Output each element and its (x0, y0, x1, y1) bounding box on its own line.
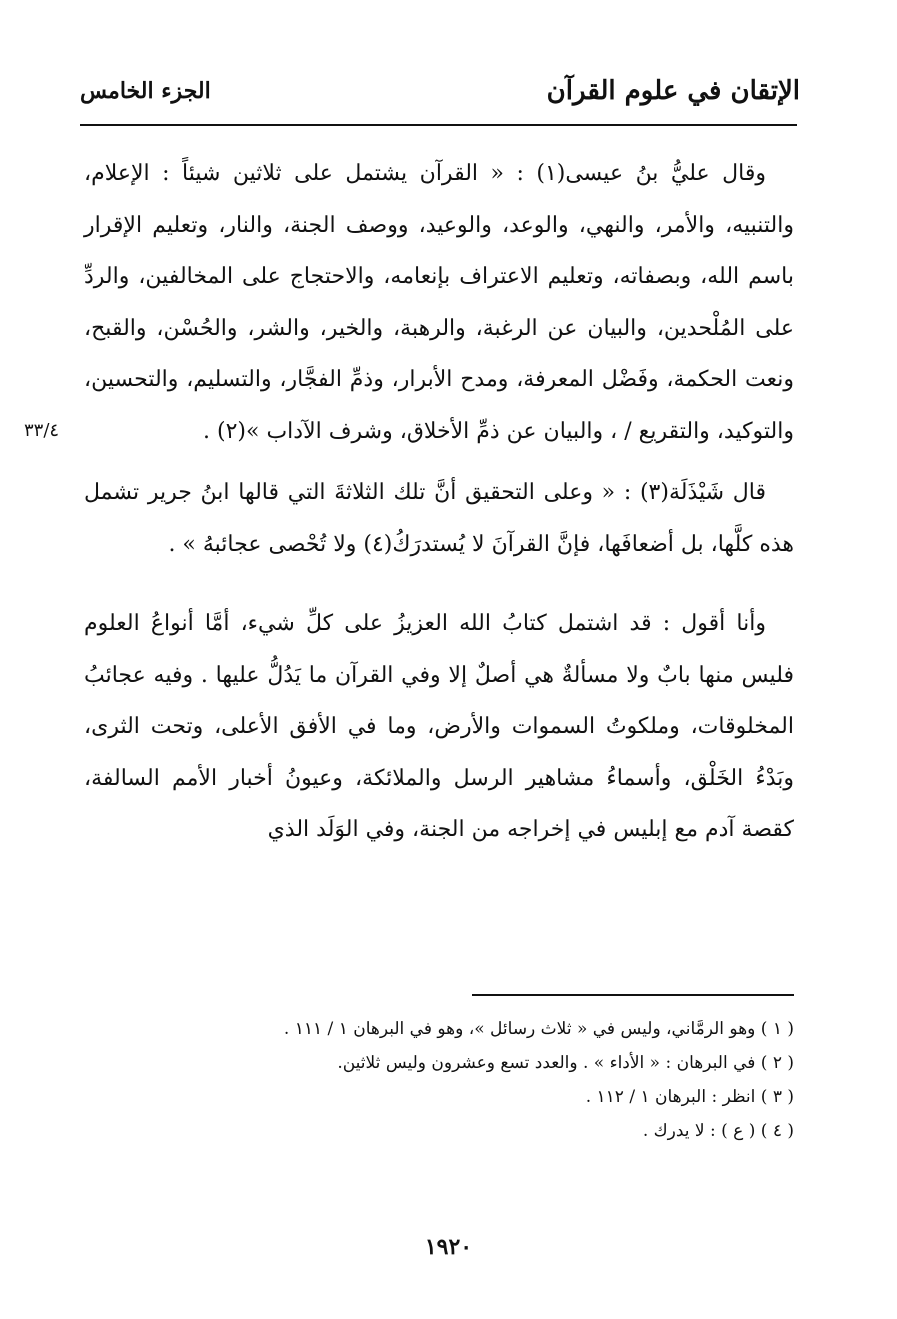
footnotes (200, 1012, 794, 1148)
header-rule (80, 124, 797, 126)
paragraph: وقال عليُّ بنُ عيسى(١) : « القرآن يشتمل على ثلاثين شيئاً : الإعلام، والتنبيه، والأمر، والنهي، والوعد، والوعيد، ووصف الجنة، والنار، وتعليم الإقرار باسم الله، وبصفاته، وتعليم الاعتراف بإنعامه، والاحتجاج على المخالفين، والردِّ على المُلْحدين، والبيان عن الرغبة، والرهبة، والخير، والشر، والحُسْن، والقبح، ونعت الحكمة، وفَضْل المعرفة، ومدح الأبرار، وذمِّ الفجَّار، والتسليم، والتحسين، والتوكيد، والتقريع / ، والبيان عن ذمِّ الأخلاق، وشرف الآداب »(٢) . (84, 161, 794, 444)
footnote: ( ٢ ) في البرهان : « الأداء » . والعدد تسع وعشرون وليس ثلاثين. (337, 1053, 794, 1073)
book-title: الإتقان في علوم القرآن (546, 76, 800, 106)
footnote: ( ٤ ) ( ع ) : لا يدرك . (642, 1121, 794, 1141)
margin-reference: ٣٣/٤ (24, 420, 60, 441)
footnote-rule (472, 994, 794, 996)
footnote: ( ١ ) وهو الرمَّاني، وليس في « ثلاث رسائل »، وهو في البرهان ١ / ١١١ . (283, 1019, 794, 1039)
footnote: ( ٣ ) انظر : البرهان ١ / ١١٢ . (585, 1087, 794, 1107)
main-text (84, 148, 794, 856)
paragraph: قال شَيْذَلَة(٣) : « وعلى التحقيق أنَّ تلك الثلاثةَ التي قالها ابنُ جرير تشمل هذه كلَّها، بل أضعافَها، فإنَّ القرآنَ لا يُستدرَكُ(٤) ولا تُحْصى عجائبهُ » . (84, 480, 794, 557)
running-header (80, 72, 800, 120)
paragraph: وأنا أقول : قد اشتمل كتابُ الله العزيزُ على كلِّ شيء، أمَّا أنواعُ العلوم فليس منها بابٌ ولا مسألةٌ هي أصلٌ إلا وفي القرآن ما يَدُلُّ عليها . وفيه عجائبُ المخلوقات، وملكوتُ السموات والأرض، وما في الأفق الأعلى، وتحت الثرى، وبَدْءُ الخَلْق، وأسماءُ مشاهير الرسل والملائكة، وعيونُ أخبار الأمم السالفة، كقصة آدم مع إبليس في إخراجه من الجنة، وفي الوَلَد الذي (84, 611, 794, 842)
part-title: الجزء الخامس (80, 78, 211, 104)
page-number: ١٩٢٠ (424, 1234, 473, 1260)
